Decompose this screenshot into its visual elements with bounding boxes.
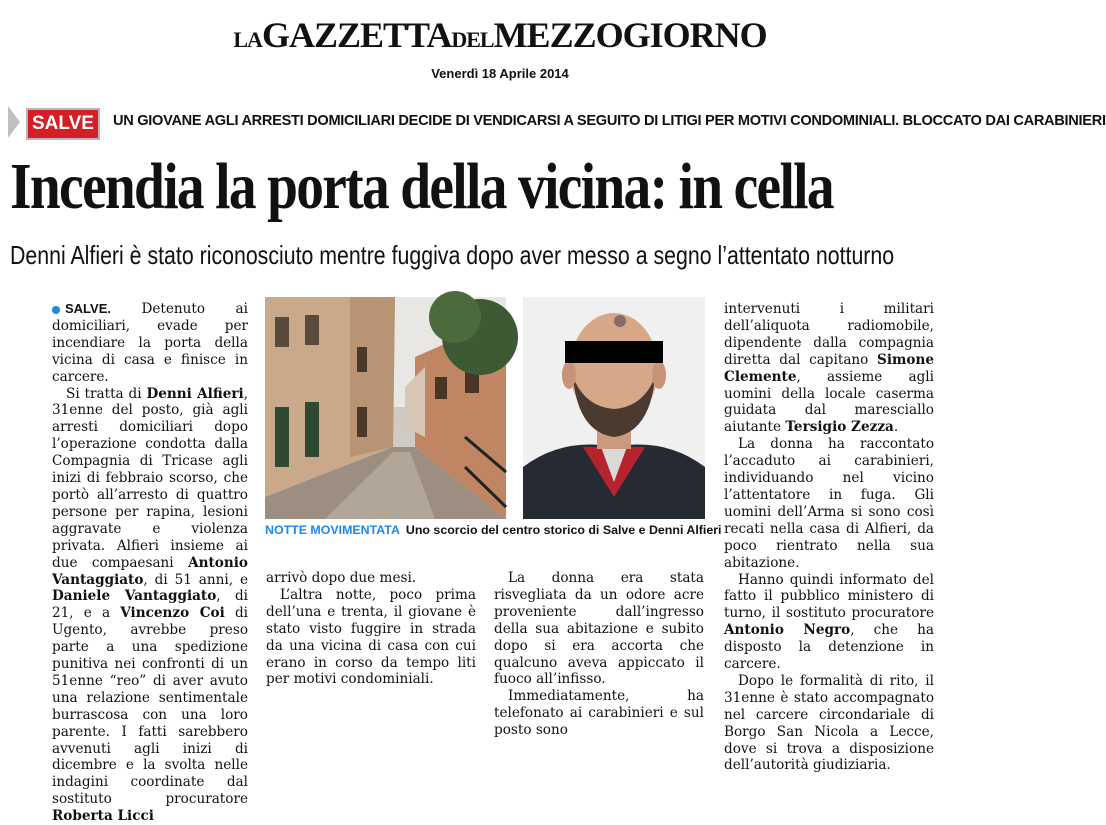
person-name: Vincenzo Coi <box>120 605 225 622</box>
paragraph <box>724 572 934 673</box>
headline: Incendia la porta della vicina: in cella <box>10 150 833 223</box>
paragraph-text: , che ha disposto la detenzione in carcere. <box>724 622 934 673</box>
paragraph <box>724 673 934 774</box>
masthead-part: MEZZOGIORNO <box>493 15 767 55</box>
person-name: Tersigio Zezza <box>785 419 894 436</box>
person-name: Roberta Licci <box>52 808 154 825</box>
paragraph <box>52 386 248 825</box>
paragraph <box>266 587 476 688</box>
paragraph-text: , 31enne del posto, già agli arresti domiciliari dopo l’operazione condotta dalla Compagnia di Tricase agli inizi di febbraio scorso, che portò all’arresto di quattro persone per rapina, lesioni aggravate e violenza privata. Alfieri insieme ai due compaesani <box>52 385 249 571</box>
paragraph-text: , di 21, e a <box>52 588 248 622</box>
paragraph-text: arrivò dopo due mesi. <box>266 570 417 586</box>
bullet-icon <box>52 306 60 314</box>
paragraph <box>724 301 934 436</box>
article-column-1 <box>52 301 248 825</box>
paragraph-text: Dopo le formalità di rito, il 31enne è stato accompagnato nel carcere circondariale di Borgo San Nicola a Lecce, dove si trova a disposizione dell’autorità giudiziaria. <box>724 672 934 774</box>
paragraph <box>724 436 934 571</box>
article-column-2 <box>266 570 476 688</box>
caption-label: NOTTE MOVIMENTATA <box>265 523 400 537</box>
mugshot-photo <box>523 297 705 519</box>
lead-paragraph <box>52 301 248 386</box>
location-tag: SALVE <box>26 108 100 140</box>
person-name: Daniele Vantaggiato <box>52 588 217 605</box>
paragraph-text: La donna ha raccontato l’accaduto ai carabinieri, individuando nel vicino l’attentatore in fuga. Gli uomini dell’Arma si sono così recati nella casa di Alfieri, da poco rientrato nella sua abitazione. <box>724 436 934 571</box>
person-name: Simone Clemente <box>724 351 934 385</box>
article-column-3 <box>494 570 704 739</box>
person-name: Antonio Negro <box>724 622 851 639</box>
issue-date: Venerdì 18 Aprile 2014 <box>431 66 569 81</box>
article-column-4 <box>724 301 934 774</box>
paragraph-text: Immediatamente, ha telefonato ai carabinieri e sul posto sono <box>494 688 704 739</box>
paragraph <box>494 570 704 688</box>
person-name: Antonio Vantaggiato <box>52 554 248 588</box>
paragraph <box>266 570 476 587</box>
lead-place: SALVE. <box>65 301 111 316</box>
newspaper-masthead <box>0 14 1000 56</box>
caption-text: Uno scorcio del centro storico di Salve e Denni Alfieri <box>405 523 722 537</box>
paragraph-text: L’altra notte, poco prima dell’una e trenta, il giovane è stato visto fuggire in strada da una vicina di casa con cui erano in corso da tempo liti per motivi condominiali. <box>266 586 476 688</box>
photo-caption <box>265 523 725 537</box>
paragraph-text: Detenuto ai domiciliari, evade per incendiare la porta della vicina di casa e finisce in carcere. <box>52 301 248 385</box>
paragraph-text: di Ugento, avrebbe preso parte a una spedizione punitiva nei confronti di un 51enne “reo” di aver avuto una relazione sentimentale burrascosa con una loro parente. I fatti sarebbero avvenuti agli inizi di dicembre e la svolta nelle indagini coordinate dal sostituto procuratore <box>52 605 248 808</box>
paragraph-text: La donna era stata risvegliata da un odore acre proveniente dall’ingresso della sua abitazione e subito dopo si era accorta che qualcuno aveva appiccato il fuoco all’infisso. <box>494 570 704 688</box>
subheadline: Denni Alfieri è stato riconosciuto mentre fuggiva dopo aver messo a segno l’attentato notturno <box>10 240 895 270</box>
masthead-part: LA <box>233 27 262 52</box>
paragraph-text: Si tratta di <box>66 385 142 402</box>
paragraph <box>494 688 704 739</box>
paragraph-text: , assieme agli uomini della locale caserma guidata dal maresciallo aiutante <box>724 368 934 436</box>
kicker-text: UN GIOVANE AGLI ARRESTI DOMICILIARI DECIDE DI VENDICARSI A SEGUITO DI LITIGI PER MOTIVI CONDOMINIALI. BLOCCATO DAI CARABINIERI <box>113 113 1106 129</box>
masthead-part: GAZZETTA <box>261 15 452 55</box>
kicker-arrow-icon <box>8 106 20 138</box>
masthead-part: DEL <box>451 27 494 52</box>
person-name: Denni Alfieri <box>146 385 244 402</box>
paragraph-text: Hanno quindi informato del fatto il pubblico ministero di turno, il sostituto procuratore <box>724 571 934 622</box>
paragraph-text: intervenuti i militari dell’aliquota radiomobile, dipendente dalla compagnia diretta dal capitano <box>724 301 934 368</box>
street-photo <box>265 297 506 519</box>
paragraph-text: . <box>893 419 899 436</box>
paragraph-text: , di 51 anni, e <box>143 571 248 588</box>
